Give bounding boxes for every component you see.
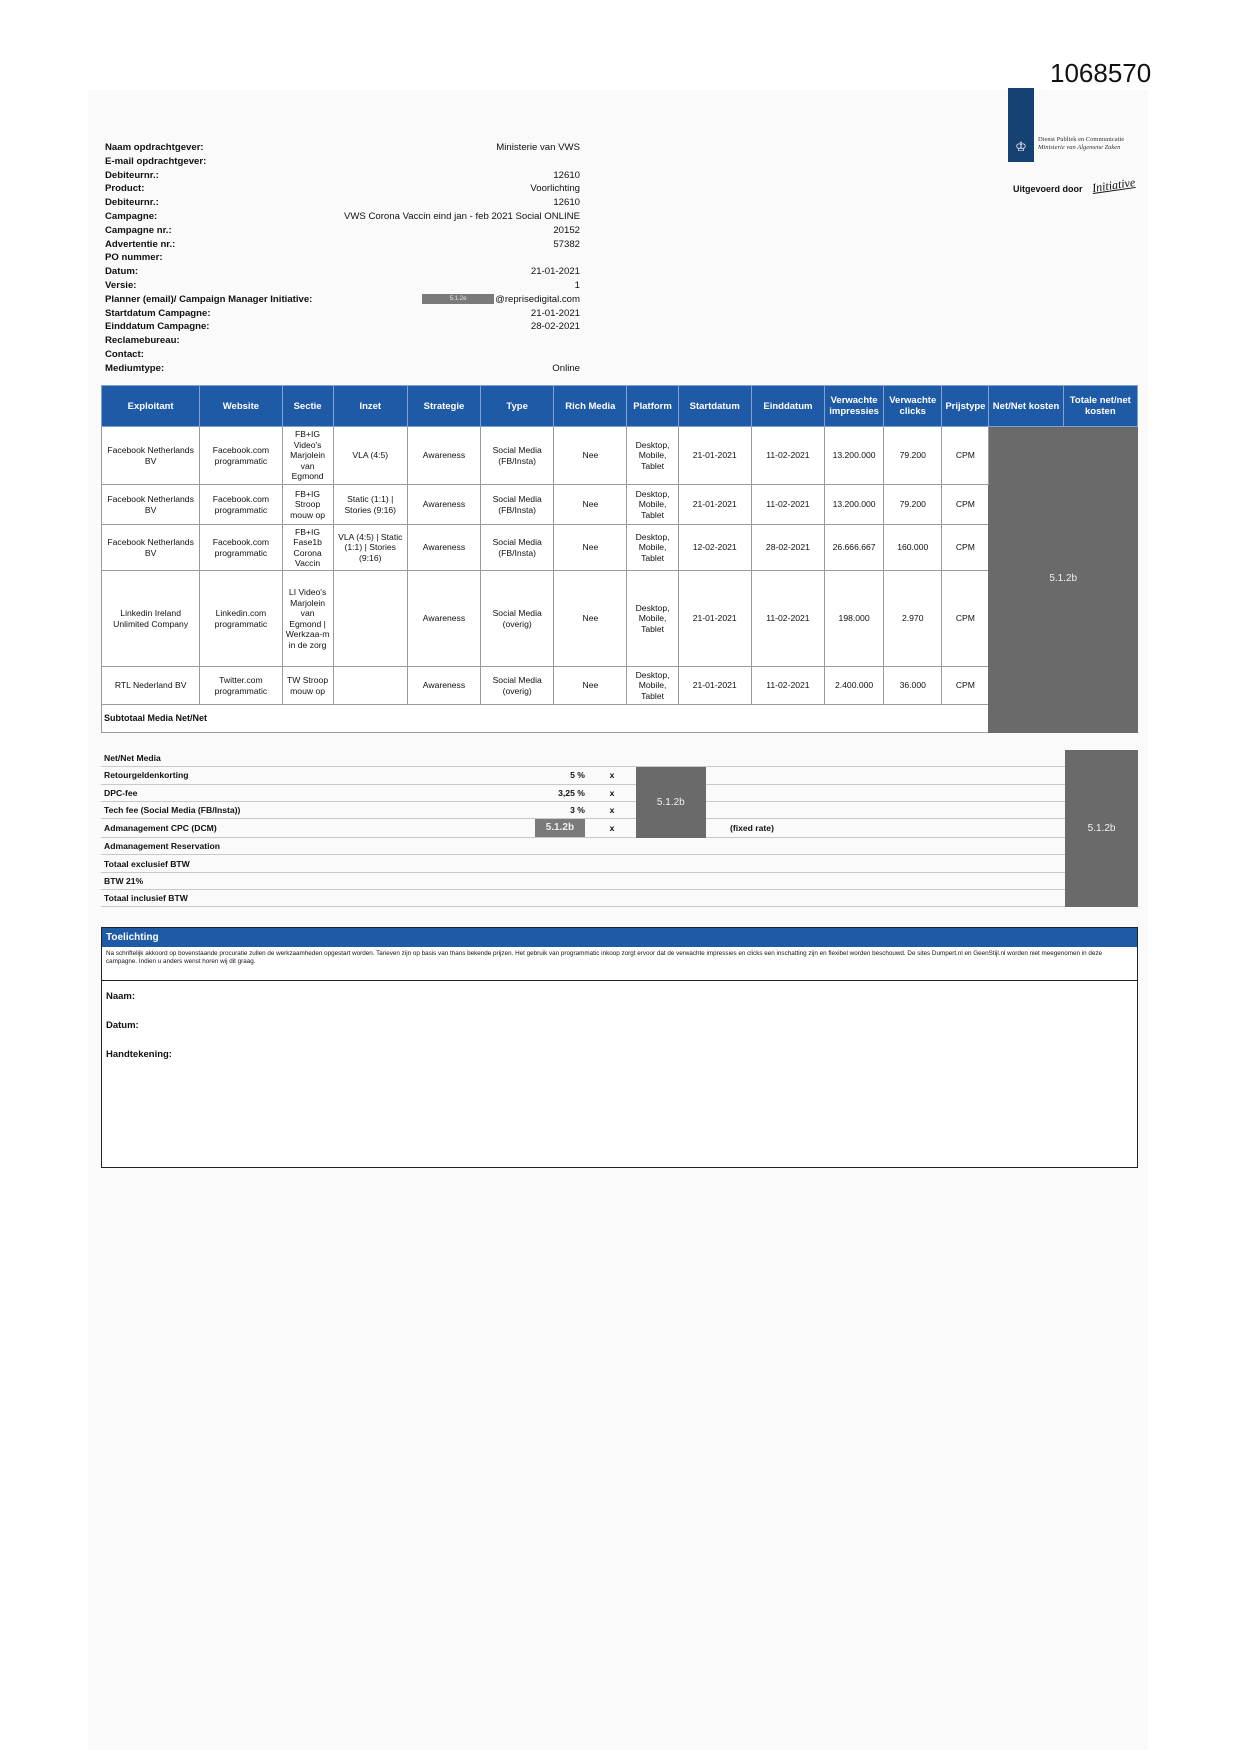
table-cell: Facebook.com programmatic	[200, 485, 282, 525]
column-header: Exploitant	[102, 386, 200, 427]
fee-multiplier: x	[588, 784, 636, 801]
document-number: 1068570	[1050, 58, 1152, 88]
fee-row	[101, 784, 1138, 801]
fee-percentage	[508, 890, 588, 907]
table-cell: Desktop, Mobile, Tablet	[627, 571, 678, 667]
table-cell: FB+IG Fase1b Corona Vaccin	[282, 525, 333, 571]
info-value-text: Voorlichting	[530, 183, 580, 195]
info-row	[105, 224, 580, 238]
table-cell: Awareness	[407, 571, 480, 667]
toelichting-title: Toelichting	[102, 928, 1137, 947]
fee-row	[101, 767, 1138, 784]
table-cell: CPM	[942, 525, 989, 571]
fee-row	[101, 801, 1138, 818]
info-label: Contact:	[105, 348, 144, 360]
table-cell: Awareness	[407, 485, 480, 525]
fee-row	[101, 838, 1138, 855]
info-value-text: 57382	[553, 238, 580, 250]
table-cell: 160.000	[884, 525, 942, 571]
table-cell: FB+IG Video's Marjolein van Egmond	[282, 427, 333, 485]
info-label: Einddatum Campagne:	[105, 321, 210, 333]
crest-icon: ♔	[1015, 139, 1027, 154]
column-header: Net/Net kosten	[989, 386, 1063, 427]
info-value	[496, 141, 580, 155]
table-cell: CPM	[942, 571, 989, 667]
fee-multiplier: x	[588, 767, 636, 784]
info-value-text: VWS Corona Vaccin eind jan - feb 2021 Social ONLINE	[343, 210, 580, 222]
column-header: Startdatum	[678, 386, 751, 427]
table-cell: Social Media (FB/Insta)	[481, 525, 554, 571]
column-header: Platform	[627, 386, 678, 427]
fee-percentage	[508, 838, 588, 855]
info-value-text: Online	[552, 362, 580, 374]
field-datum: Datum:	[106, 1020, 139, 1031]
info-value	[575, 279, 580, 293]
info-label: Planner (email)/ Campaign Manager Initiative:	[105, 293, 313, 305]
table-cell: Social Media (overig)	[481, 571, 554, 667]
info-row	[105, 334, 580, 348]
info-label: Startdatum Campagne:	[105, 307, 211, 319]
redaction-label: 5.1.2b	[1087, 822, 1116, 834]
table-cell: 28-02-2021	[751, 525, 824, 571]
fee-percentage: 5 %	[508, 767, 588, 784]
table-cell: Nee	[554, 485, 627, 525]
table-cell: 2.400.000	[825, 667, 884, 705]
fee-percentage: 3,25 %	[508, 784, 588, 801]
info-row	[105, 320, 580, 334]
table-cell: 11-02-2021	[751, 427, 824, 485]
logo-bar	[1008, 88, 1034, 162]
fee-label: BTW 21%	[101, 872, 508, 889]
table-row	[102, 485, 1138, 525]
fee-percentage	[508, 819, 588, 838]
table-cell: 21-01-2021	[678, 485, 751, 525]
column-header: Sectie	[282, 386, 333, 427]
info-value	[553, 238, 580, 252]
info-label: Versie:	[105, 279, 137, 291]
fee-multiplier	[588, 855, 636, 872]
fee-spacer	[706, 838, 727, 855]
info-row	[105, 251, 580, 265]
redaction-box: 5.1.2e	[422, 294, 494, 304]
table-cell: LI Video's Marjolein van Egmond | Werkzaa-m in de zorg	[282, 571, 333, 667]
fee-multiplier	[588, 872, 636, 889]
info-value-text: 12610	[553, 197, 580, 209]
info-row	[105, 348, 580, 362]
info-value-text: 28-02-2021	[530, 321, 580, 333]
logo-text	[1038, 136, 1150, 152]
fee-spacer	[706, 890, 727, 907]
fee-label: Totaal exclusief BTW	[101, 855, 508, 872]
fees-table	[101, 750, 1138, 907]
table-cell: 79.200	[884, 485, 942, 525]
fee-empty	[636, 750, 706, 767]
table-header	[102, 386, 1138, 427]
table-cell: Awareness	[407, 667, 480, 705]
fee-label: DPC-fee	[101, 784, 508, 801]
fee-note	[727, 872, 1065, 889]
column-header: Website	[200, 386, 282, 427]
subtotal-label: Subtotaal Media Net/Net	[102, 705, 989, 733]
table-cell: Facebook Netherlands BV	[102, 485, 200, 525]
info-label: Mediumtype:	[105, 362, 165, 374]
redaction-box: 5.1.2b	[535, 819, 585, 837]
info-value	[344, 210, 580, 224]
info-label: Debiteurnr.:	[105, 197, 159, 209]
toelichting-text: Na schriftelijk akkoord op bovenstaande procuratie zullen de werkzaamheden opgestart worden. Tarieven zijn op basis van thans bekende prijzen. Het gebruik van programmatic inkoop zorgt ervoor dat de verwachte impressies en clicks een inschatting zijn en flexibel worden beschouwd. De sites Dumpert.nl en GeenStijl.nl worden niet meegenomen in deze campagne. Indien u anders wenst horen wij dit graag.	[102, 947, 1137, 981]
table-cell: Nee	[554, 571, 627, 667]
table-cell: VLA (4:5) | Static (1:1) | Stories (9:16)	[333, 525, 407, 571]
fee-multiplier	[588, 838, 636, 855]
table-cell: 79.200	[884, 427, 942, 485]
fee-note: (fixed rate)	[727, 819, 1065, 838]
column-header: Einddatum	[751, 386, 824, 427]
table-cell: 12-02-2021	[678, 525, 751, 571]
fee-note	[727, 838, 1065, 855]
info-label: Campagne nr.:	[105, 224, 172, 236]
info-value	[553, 196, 580, 210]
fee-note	[727, 750, 1065, 767]
subtotal-row	[102, 705, 1138, 733]
fee-empty	[636, 855, 706, 872]
fee-row	[101, 872, 1138, 889]
table-cell	[333, 571, 407, 667]
fee-percentage	[508, 855, 588, 872]
table-cell: Social Media (FB/Insta)	[481, 485, 554, 525]
campaign-info	[105, 141, 580, 376]
fee-spacer	[706, 784, 727, 801]
info-value-text: 1	[574, 279, 580, 291]
initiative-logo: Initiative	[1091, 175, 1137, 195]
logo-line-1: Dienst Publiek en Communicatie	[1038, 136, 1125, 143]
fee-label: Net/Net Media	[101, 750, 508, 767]
fee-multiplier: x	[588, 819, 636, 838]
fee-spacer	[706, 819, 727, 838]
fee-percentage	[508, 750, 588, 767]
table-cell: Static (1:1) | Stories (9:16)	[333, 485, 407, 525]
logo-line-2: Ministerie van Algemene Zaken	[1038, 144, 1121, 151]
info-value-text: 12610	[553, 169, 580, 181]
table-cell: 36.000	[884, 667, 942, 705]
table-cell: TW Stroop mouw op	[282, 667, 333, 705]
info-row	[105, 182, 580, 196]
fee-row	[101, 890, 1138, 907]
fee-percentage: 3 %	[508, 801, 588, 818]
info-row	[105, 141, 580, 155]
table-cell: 13.200.000	[825, 427, 884, 485]
table-cell: Awareness	[407, 427, 480, 485]
info-row	[105, 155, 580, 169]
info-row	[105, 210, 580, 224]
info-label: PO nummer:	[105, 252, 163, 264]
column-header: Verwachte clicks	[884, 386, 942, 427]
info-value	[553, 224, 580, 238]
executed-by-label: Uitgevoerd door	[1013, 184, 1083, 194]
table-cell: 198.000	[825, 571, 884, 667]
fee-empty	[636, 872, 706, 889]
redaction-block	[989, 427, 1138, 733]
fee-multiplier: x	[588, 801, 636, 818]
fee-note	[727, 801, 1065, 818]
info-value	[531, 320, 580, 334]
table-cell: 26.666.667	[825, 525, 884, 571]
redaction-label: 5.1.2b	[1049, 573, 1078, 585]
table-cell: 11-02-2021	[751, 667, 824, 705]
table-cell: CPM	[942, 427, 989, 485]
fee-label: Admanagement CPC (DCM)	[101, 819, 508, 838]
table-cell: Facebook.com programmatic	[200, 427, 282, 485]
table-cell: 21-01-2021	[678, 571, 751, 667]
field-naam: Naam:	[106, 991, 136, 1002]
table-cell: Nee	[554, 525, 627, 571]
table-row	[102, 571, 1138, 667]
info-row	[105, 279, 580, 293]
table-cell: 11-02-2021	[751, 571, 824, 667]
table-cell: Desktop, Mobile, Tablet	[627, 427, 678, 485]
redaction-block	[636, 767, 706, 838]
column-header: Type	[481, 386, 554, 427]
info-label: Naam opdrachtgever:	[105, 142, 204, 153]
table-cell: 13.200.000	[825, 485, 884, 525]
media-table	[101, 385, 1138, 733]
table-cell: Linkedin Ireland Unlimited Company	[102, 571, 200, 667]
fee-spacer	[706, 872, 727, 889]
info-label: Datum:	[105, 266, 139, 278]
table-cell: 21-01-2021	[678, 667, 751, 705]
fee-spacer	[706, 767, 727, 784]
table-cell: Awareness	[407, 525, 480, 571]
fee-spacer	[706, 855, 727, 872]
info-label: Product:	[105, 183, 145, 195]
info-label: Reclamebureau:	[105, 335, 180, 347]
table-cell: 2.970	[884, 571, 942, 667]
info-label: E-mail opdrachtgever:	[105, 155, 207, 167]
fee-row	[101, 855, 1138, 872]
table-cell: RTL Nederland BV	[102, 667, 200, 705]
info-label: Advertentie nr.:	[105, 238, 176, 250]
fee-empty	[636, 890, 706, 907]
column-header: Totale net/net kosten	[1063, 386, 1137, 427]
redaction-label: 5.1.2b	[656, 796, 685, 808]
info-value-text: Ministerie van VWS	[496, 142, 580, 153]
table-cell: FB+IG Stroop mouw op	[282, 485, 333, 525]
info-value-text: 20152	[553, 224, 580, 236]
table-cell: Social Media (FB/Insta)	[481, 427, 554, 485]
fee-empty	[636, 838, 706, 855]
info-row	[105, 362, 580, 376]
table-cell: Linkedin.com programmatic	[200, 571, 282, 667]
fee-label: Totaal inclusief BTW	[101, 890, 508, 907]
table-cell: 21-01-2021	[678, 427, 751, 485]
table-cell: Desktop, Mobile, Tablet	[627, 525, 678, 571]
fee-label: Tech fee (Social Media (FB/Insta))	[101, 801, 508, 818]
fee-multiplier	[588, 890, 636, 907]
table-cell: VLA (4:5)	[333, 427, 407, 485]
info-value	[530, 182, 580, 196]
info-row	[105, 307, 580, 321]
fee-note	[727, 767, 1065, 784]
info-row	[105, 196, 580, 210]
fee-row	[101, 819, 1138, 838]
fee-row	[101, 750, 1138, 767]
fee-percentage	[508, 872, 588, 889]
table-cell	[333, 667, 407, 705]
info-value-text: 21-01-2021	[530, 266, 580, 278]
fee-spacer	[706, 750, 727, 767]
table-cell: Twitter.com programmatic	[200, 667, 282, 705]
fee-note	[727, 890, 1065, 907]
redaction-block	[1065, 750, 1138, 907]
info-label: Campagne:	[105, 210, 158, 222]
column-header: Prijstype	[942, 386, 989, 427]
info-label: Debiteurnr.:	[105, 169, 159, 181]
info-value	[531, 265, 580, 279]
table-cell: Nee	[554, 667, 627, 705]
info-row	[105, 293, 580, 307]
table-cell: 11-02-2021	[751, 485, 824, 525]
column-header: Inzet	[333, 386, 407, 427]
table-cell: CPM	[942, 485, 989, 525]
info-value	[552, 362, 580, 376]
info-value	[422, 293, 580, 307]
toelichting-box	[101, 927, 1138, 1168]
info-value-text: 21-01-2021	[530, 307, 580, 319]
field-handtekening: Handtekening:	[106, 1049, 172, 1060]
info-row	[105, 265, 580, 279]
fee-note	[727, 784, 1065, 801]
table-cell: Nee	[554, 427, 627, 485]
table-cell: Desktop, Mobile, Tablet	[627, 667, 678, 705]
table-cell: Facebook Netherlands BV	[102, 525, 200, 571]
table-row	[102, 427, 1138, 485]
fee-multiplier	[588, 750, 636, 767]
table-cell: Social Media (overig)	[481, 667, 554, 705]
fee-note	[727, 855, 1065, 872]
table-cell: Desktop, Mobile, Tablet	[627, 485, 678, 525]
column-header: Strategie	[407, 386, 480, 427]
info-value-text: @reprisedigital.com	[495, 293, 580, 305]
fee-label: Retourgeldenkorting	[101, 767, 508, 784]
info-row	[105, 238, 580, 252]
table-cell: Facebook Netherlands BV	[102, 427, 200, 485]
fee-spacer	[706, 801, 727, 818]
info-value	[531, 307, 580, 321]
table-cell: Facebook.com programmatic	[200, 525, 282, 571]
info-value	[553, 169, 580, 183]
column-header: Verwachte impressies	[825, 386, 884, 427]
fee-label: Admanagement Reservation	[101, 838, 508, 855]
table-cell: CPM	[942, 667, 989, 705]
table-row	[102, 667, 1138, 705]
table-row	[102, 525, 1138, 571]
info-row	[105, 169, 580, 183]
column-header: Rich Media	[554, 386, 627, 427]
